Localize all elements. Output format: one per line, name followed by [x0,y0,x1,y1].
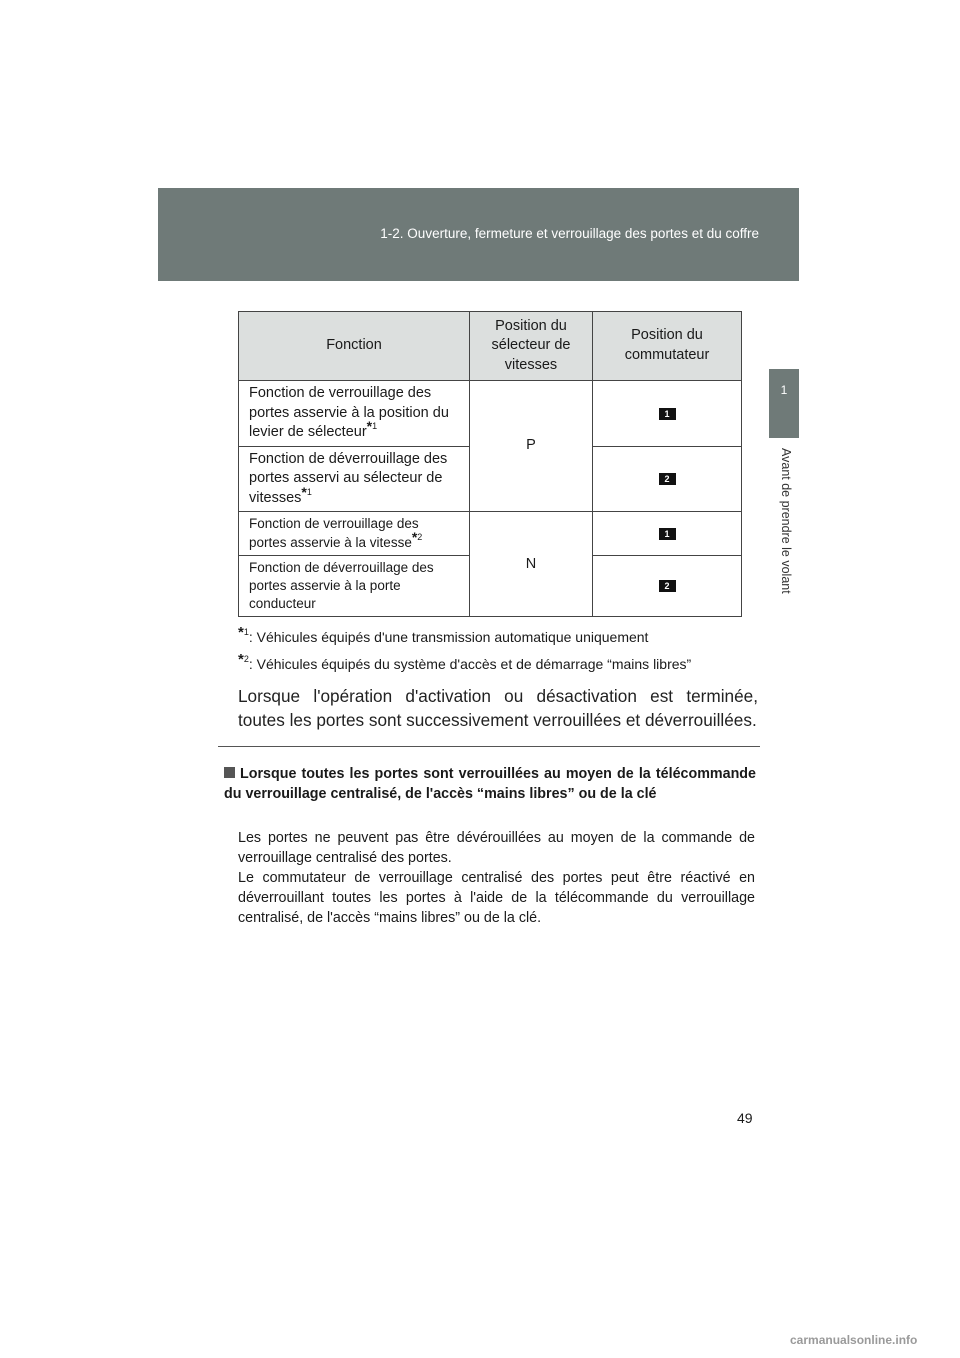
switch-position-badge: 1 [659,408,676,420]
table-row [239,512,742,555]
switch-cell [593,512,742,555]
function-table [238,311,742,617]
footnote-2: $^{*2}$: Véhicules équipés du système d'accès et de démarrage “mains libres” [238,651,692,672]
switch-position-badge: 1 [659,528,676,540]
watermark: carmanualsonline.info [790,1333,918,1347]
selector-cell: P [470,381,593,512]
function-cell: Fonction de verrouillage des portes asservie à la position du levier de sélecteur$^{*1}$ [239,381,470,447]
page-number: 49 [737,1110,753,1126]
function-cell: Fonction de déverrouillage des portes asservi au sélecteur de vitesses$^{*1}$ [239,446,470,512]
divider [218,746,760,747]
selector-cell: N [470,512,593,617]
function-cell: Fonction de verrouillage des portes asservie à la vitesse$^{*2}$ [239,512,470,555]
intro-paragraph: Lorsque l'opération d'activation ou désactivation est terminée, toutes les portes sont successivement verrouillées et déverrouillées. [238,686,758,730]
footnote-ref: *1 [301,483,312,500]
switch-cell [593,446,742,512]
footnote-1: $^{*1}$: Véhicules équipés d'une transmission automatique uniquement [238,624,649,645]
header-function: Fonction [239,312,470,381]
footnote-ref: *2 [411,528,423,545]
note-paragraph: Le commutateur de verrouillage centralisé des portes peut être réactivé en déverrouillant toutes les portes à l'aide de la télécommande du verrouillage centralisé, de l'accès “mains libres” ou de la clé. [238,870,755,926]
table-row [239,381,742,447]
square-bullet-icon [224,767,235,778]
table-header-row [239,312,742,381]
section-header-band [158,188,799,281]
header-switch-position: Position du commutateur [593,312,742,381]
chapter-tab [769,369,799,438]
switch-cell [593,555,742,617]
chapter-label: Avant de prendre le volant [779,448,793,594]
header-selector-position: Position du sélecteur de vitesses [470,312,593,381]
note-body [238,828,755,928]
footnote-ref: *1 [366,418,378,435]
chapter-number: 1 [780,383,788,397]
function-cell: Fonction de déverrouillage des portes asservie à la porte conducteur [239,555,470,617]
switch-position-badge: 2 [659,473,676,485]
switch-cell [593,381,742,447]
switch-position-badge: 2 [659,580,676,592]
section-title: 1-2. Ouverture, fermeture et verrouillage des portes et du coffre [380,226,759,241]
note-paragraph: Les portes ne peuvent pas être dévérouillées au moyen de la commande de verrouillage centralisé des portes. [238,830,755,866]
note-heading: Lorsque toutes les portes sont verrouillées au moyen de la télécommande du verrouillage centralisé, de l'accès “mains libres” ou de la clé [224,766,756,802]
